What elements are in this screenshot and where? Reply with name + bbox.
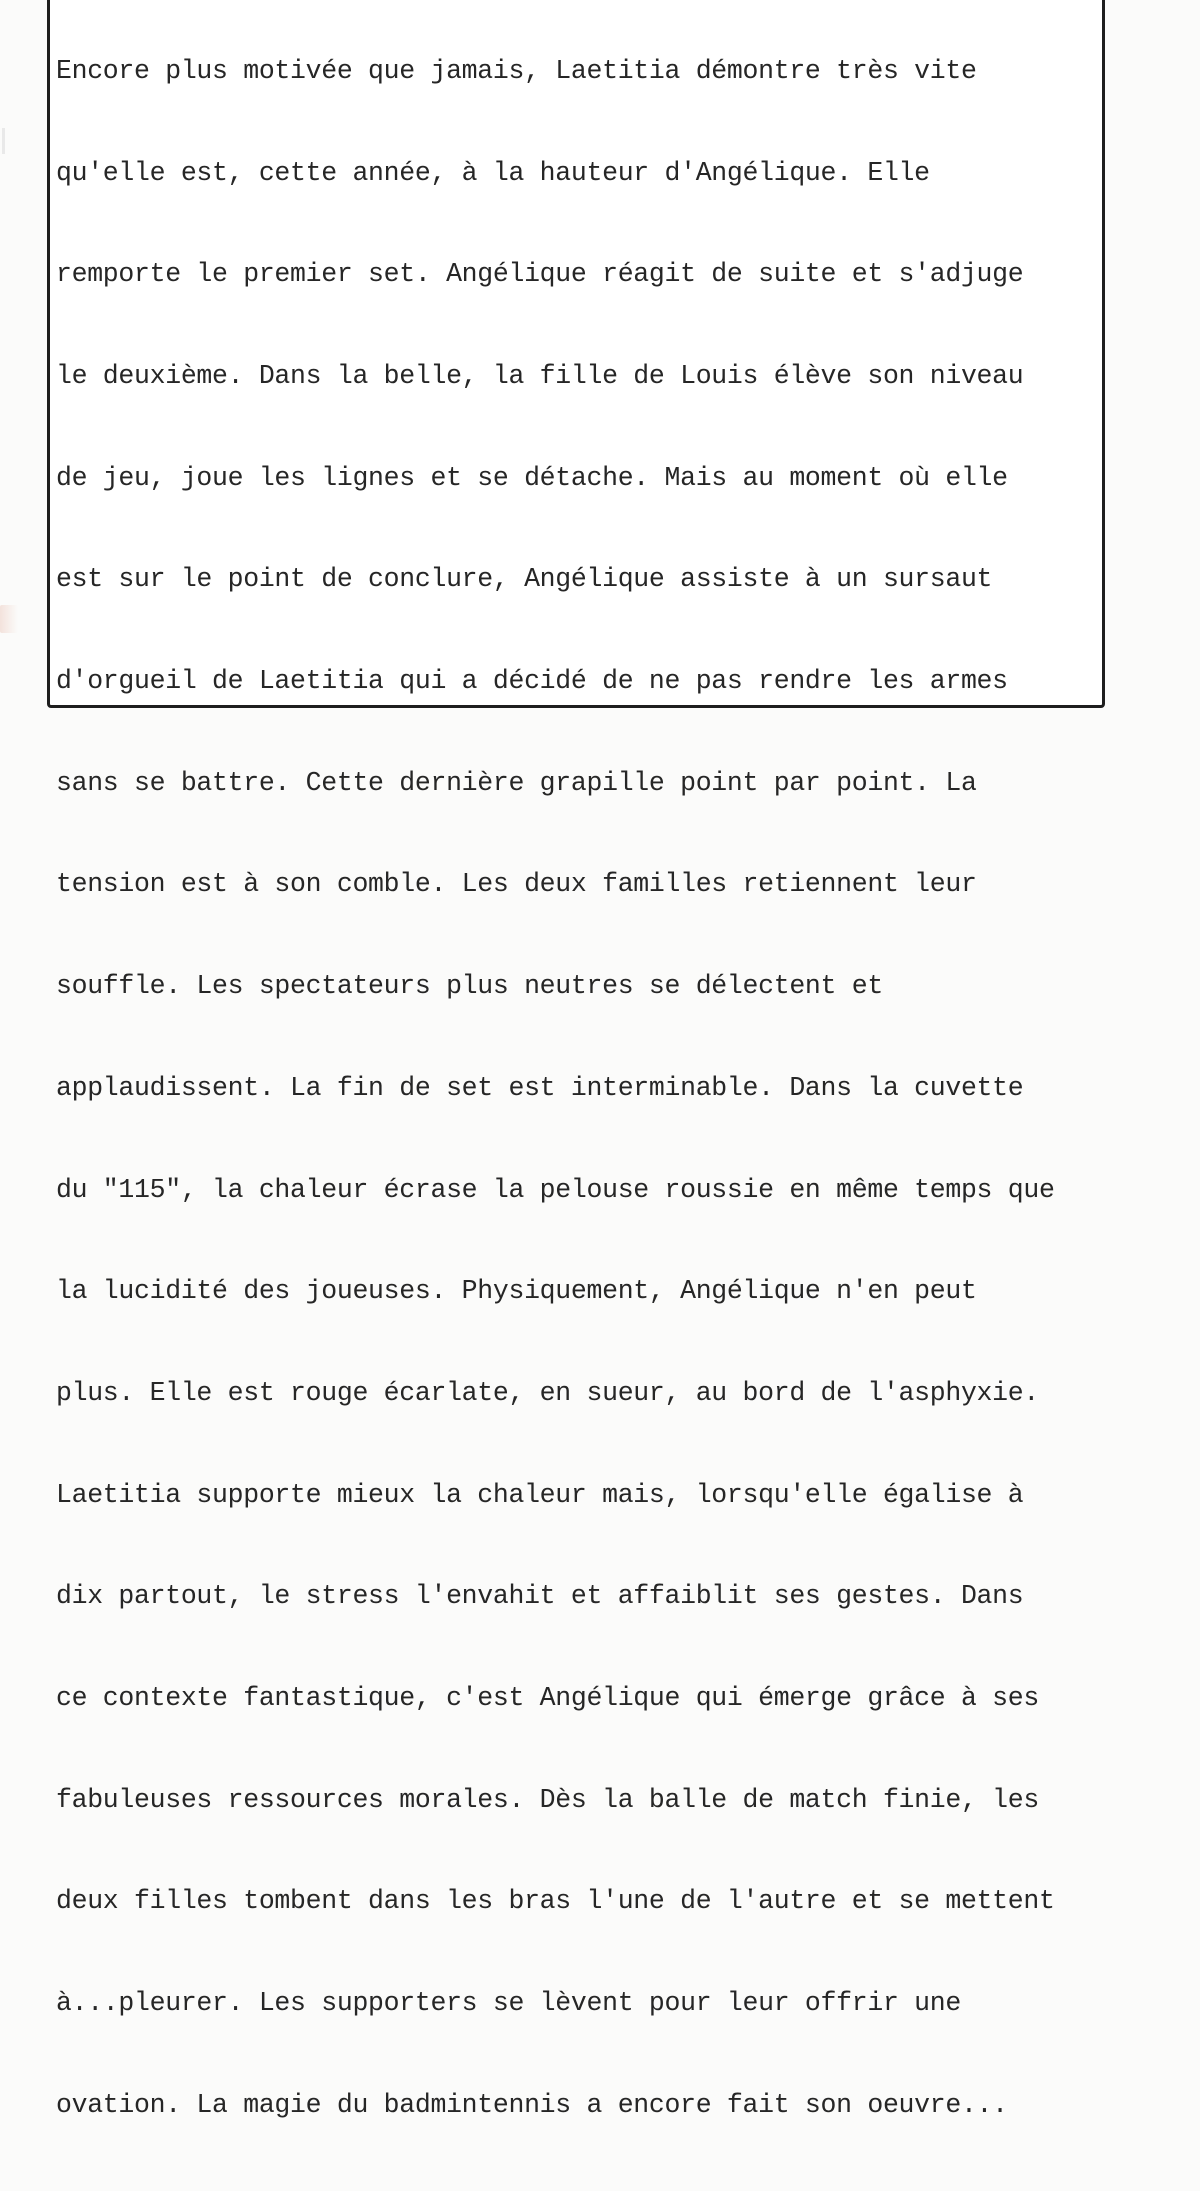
text-line: est sur le point de conclure, Angélique assiste à un sursaut [56, 564, 993, 595]
text-line: remporte le premier set. Angélique réagit de suite et s'adjuge [56, 259, 1024, 290]
text-line: plus. Elle est rouge écarlate, en sueur, au bord de l'asphyxie. [56, 1377, 1039, 1408]
text-line: sans se battre. Cette dernière grapille point par point. La [56, 767, 977, 798]
text-line: deux filles tombent dans les bras l'une de l'autre et se mettent [56, 1886, 1055, 1917]
text-line: souffle. Les spectateurs plus neutres se délectent et [56, 971, 883, 1002]
text-line: à...pleurer. Les supporters se lèvent pour leur offrir une [56, 1988, 961, 2019]
text-line: de jeu, joue les lignes et se détache. Mais au moment où elle [56, 462, 1008, 493]
scan-artifact [2, 128, 5, 154]
scan-artifact [0, 605, 18, 633]
text-line: ce contexte fantastique, c'est Angélique qui émerge grâce à ses [56, 1683, 1039, 1714]
text-line: ovation. La magie du badmintennis a encore fait son oeuvre... [56, 2089, 1008, 2120]
text-line: Laetitia supporte mieux la chaleur mais, lorsqu'elle égalise à [56, 1479, 1024, 1510]
text-line: fabuleuses ressources morales. Dès la balle de match finie, les [56, 1784, 1039, 1815]
text-line: dix partout, le stress l'envahit et affaiblit ses gestes. Dans [56, 1581, 1024, 1612]
text-line: qu'elle est, cette année, à la hauteur d'Angélique. Elle [56, 157, 930, 188]
text-line: le deuxième. Dans la belle, la fille de Louis élève son niveau [56, 360, 1024, 391]
text-line: Encore plus motivée que jamais, Laetitia démontre très vite [56, 55, 977, 86]
text-line: la lucidité des joueuses. Physiquement, Angélique n'en peut [56, 1276, 977, 1307]
article-body [56, 0, 1106, 2191]
text-line: d'orgueil de Laetitia qui a décidé de ne pas rendre les armes [56, 666, 1008, 697]
text-line: applaudissent. La fin de set est interminable. Dans la cuvette [56, 1072, 1024, 1103]
text-line: du "115", la chaleur écrase la pelouse roussie en même temps que [56, 1174, 1055, 1205]
text-line: tension est à son comble. Les deux familles retiennent leur [56, 869, 977, 900]
